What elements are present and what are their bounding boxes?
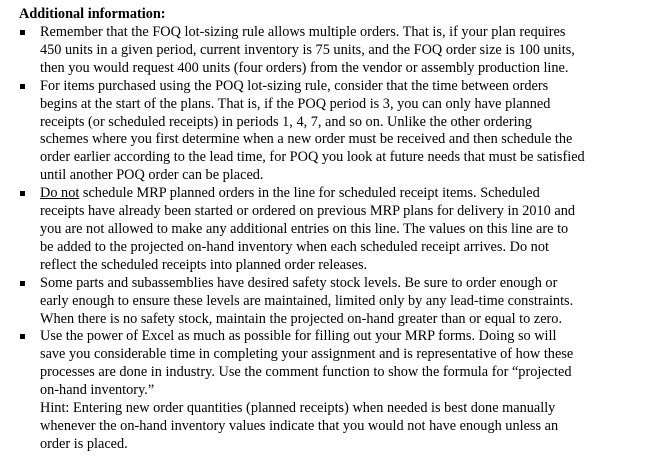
text-run: schedule MRP planned orders in the line for scheduled receipt items. Scheduled — [79, 185, 540, 202]
text-line — [40, 185, 639, 203]
text-line: you are not allowed to make any additional entries on this line. The values on this line are to — [40, 220, 569, 237]
text-line: on-hand inventory.” — [40, 382, 155, 399]
bullet-item-excel — [19, 328, 639, 453]
text-line: then you would request 400 units (four orders) from the vendor or assembly production line. — [40, 59, 569, 76]
text-line: 450 units in a given period, current inventory is 75 units, and the FOQ order size is 100 units, — [40, 41, 575, 58]
square-bullet-icon — [20, 84, 25, 89]
underlined-emphasis: Do not — [40, 185, 80, 202]
text-line: begins at the start of the plans. That is, if the POQ period is 3, you can only have planned — [40, 95, 551, 112]
text-line: reflect the scheduled receipts into planned order releases. — [40, 256, 368, 273]
bullet-item-scheduled-receipts — [19, 185, 639, 275]
bullet-list — [19, 24, 639, 454]
document-page — [19, 6, 639, 454]
section-heading: Additional information: — [19, 6, 166, 22]
square-bullet-icon — [20, 30, 25, 35]
text-line: schemes where you first determine when a new order must be received and then schedule the — [40, 131, 573, 148]
text-line: save you considerable time in completing your assignment and is representative of how these — [40, 346, 574, 363]
text-line: until another POQ order can be placed. — [40, 167, 264, 184]
text-line: For items purchased using the POQ lot-sizing rule, consider that the time between orders — [40, 77, 549, 94]
square-bullet-icon — [20, 191, 25, 196]
square-bullet-icon — [20, 281, 25, 286]
square-bullet-icon — [20, 334, 25, 339]
bullet-item-foq — [19, 24, 639, 78]
text-line: Use the power of Excel as much as possible for filling out your MRP forms. Doing so will — [40, 328, 557, 345]
text-line: order earlier according to the lead time, for POQ you look at future needs that must be satisfied — [40, 149, 585, 166]
text-line: receipts have already been started or ordered on previous MRP plans for delivery in 2010 and — [40, 203, 576, 220]
text-line: Hint: Entering new order quantities (planned receipts) when needed is best done manually — [40, 400, 556, 417]
text-line: early enough to ensure these levels are maintained, limited only by any lead-time constraints. — [40, 292, 574, 309]
text-line: whenever the on-hand inventory values indicate that you would not have enough unless an — [40, 417, 559, 434]
text-line: be added to the projected on-hand inventory when each scheduled receipt arrives. Do not — [40, 238, 549, 255]
text-line: Some parts and subassemblies have desired safety stock levels. Be sure to order enough or — [40, 274, 558, 291]
text-line: processes are done in industry. Use the comment function to show the formula for “projected — [40, 364, 572, 381]
bullet-item-safety-stock — [19, 275, 639, 329]
bullet-item-poq — [19, 78, 639, 185]
text-line: order is placed. — [40, 435, 128, 452]
text-line: When there is no safety stock, maintain the projected on-hand greater than or equal to zero. — [40, 310, 563, 327]
text-line: receipts (or scheduled receipts) in periods 1, 4, 7, and so on. Unlike the other ordering — [40, 113, 532, 130]
text-line: Remember that the FOQ lot-sizing rule allows multiple orders. That is, if your plan requires — [40, 24, 566, 40]
